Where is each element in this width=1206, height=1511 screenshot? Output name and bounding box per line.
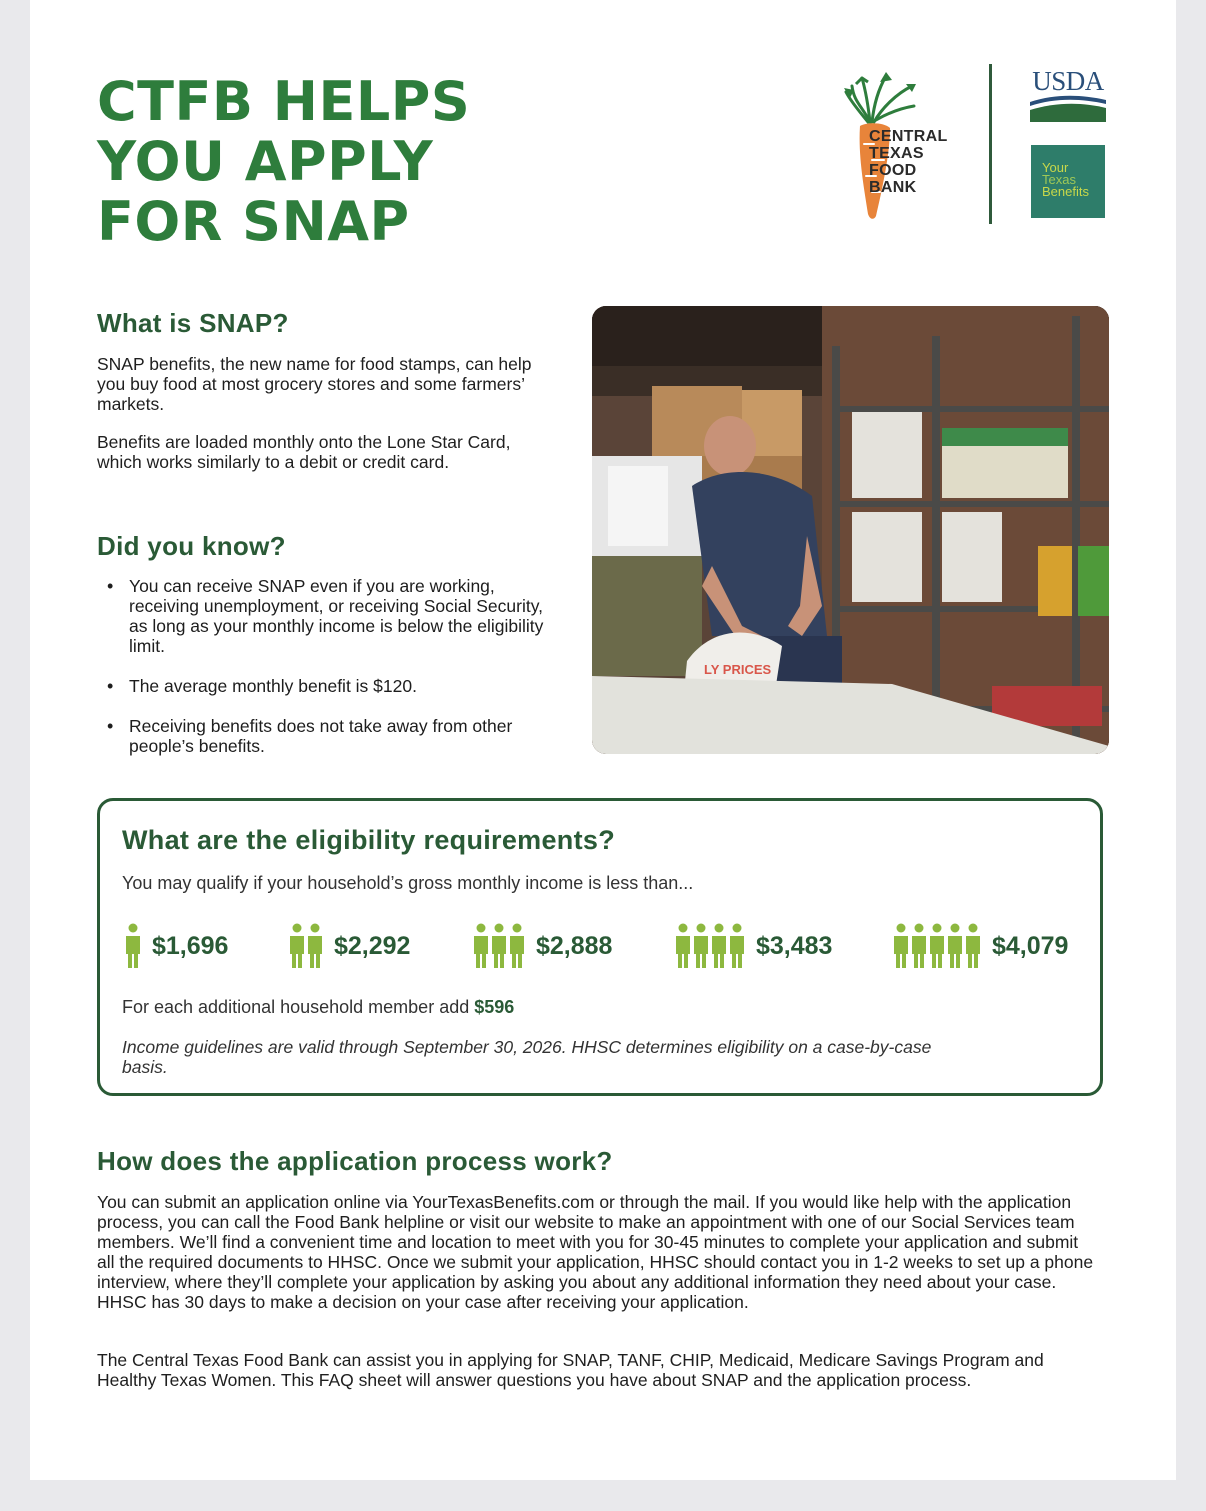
what-is-snap-heading: What is SNAP? <box>97 308 289 338</box>
svg-text:LY PRICES: LY PRICES <box>704 662 772 677</box>
your-texas-benefits-logo <box>1031 145 1105 218</box>
did-you-know-heading: Did you know? <box>97 531 286 561</box>
page-title <box>97 72 617 252</box>
ctfb-line-2: TEXAS <box>869 145 924 162</box>
food-bank-volunteer-photo <box>592 306 1109 754</box>
person-icon <box>290 923 326 969</box>
household-income-row <box>126 923 1096 971</box>
household-income-amount: $2,292 <box>334 932 411 960</box>
income-guidelines-note: Income guidelines are valid through September 30, 2026. HHSC determines eligibility on a case-by-case basis. <box>122 1037 932 1077</box>
additional-member-text <box>122 997 514 1018</box>
person-icon <box>676 923 748 969</box>
household-income-amount: $2,888 <box>536 932 613 960</box>
flyer-page <box>30 0 1176 1480</box>
additional-member-prefix: For each additional household member add <box>122 997 475 1017</box>
household-income-amount: $3,483 <box>756 932 833 960</box>
additional-member-amount: $596 <box>474 997 515 1017</box>
usda-field-icon <box>1030 92 1106 122</box>
list-item: • You can receive SNAP even if you are working, receiving unemployment, or receiving Social Security, as long as your monthly income is below the eligibility limit. <box>102 576 562 656</box>
process-paragraph-1: You can submit an application online via YourTexasBenefits.com or through the mail. If you would like help with the application process, you can call the Food Bank helpline or visit our website to make an appointment with one of our Social Services team members. We’ll find a convenient time and location to meet with you for 30-45 minutes to complete your application and submit all the required documents to HHSC. Once we submit your application, HHSC should contact you in 1-2 weeks to set up a phone interview, where they’ll complete your application by asking you about any additional information they need about your case. HHSC has 30 days to make a decision on your case after receiving your application. <box>97 1192 1094 1312</box>
ctfb-line-4: BANK <box>869 179 917 196</box>
eligibility-box <box>97 798 1103 1096</box>
title-line-2: YOU APPLY <box>97 130 434 193</box>
person-icon <box>126 923 144 969</box>
process-paragraph-2: The Central Texas Food Bank can assist you in applying for SNAP, TANF, CHIP, Medicaid, Medicare Savings Program and Healthy Texas Women. This FAQ sheet will answer questions you have about SNAP and the application process. <box>97 1350 1044 1390</box>
usda-logo-text: USDA <box>1032 66 1104 96</box>
what-is-snap-p1: SNAP benefits, the new name for food stamps, can help you buy food at most grocery stores and some farmers’ markets. <box>97 354 532 414</box>
person-icon <box>894 923 984 969</box>
ytb-line-2: Texas <box>1042 172 1076 187</box>
logo-divider <box>989 64 992 224</box>
eligibility-heading: What are the eligibility requirements? <box>122 825 615 855</box>
did-you-know-list <box>102 576 562 776</box>
household-income-amount: $4,079 <box>992 932 1069 960</box>
usda-logo <box>1030 66 1106 122</box>
ctfb-logo-text <box>869 128 948 196</box>
ytb-line-1: Your <box>1042 160 1069 175</box>
person-icon <box>474 923 528 969</box>
title-line-3: FOR SNAP <box>97 190 410 253</box>
what-is-snap-p2: Benefits are loaded monthly onto the Lone Star Card, which works similarly to a debit or credit card. <box>97 432 511 472</box>
title-line-1: CTFB HELPS <box>97 70 471 133</box>
eligibility-subtitle: You may qualify if your household’s gross monthly income is less than... <box>122 873 694 893</box>
ctfb-line-1: CENTRAL <box>869 128 948 145</box>
ytb-line-3: Benefits <box>1042 184 1089 199</box>
ctfb-line-3: FOOD <box>869 162 917 179</box>
process-heading: How does the application process work? <box>97 1146 613 1176</box>
list-item: • The average monthly benefit is $120. <box>102 676 562 696</box>
list-item: • Receiving benefits does not take away from other people’s benefits. <box>102 716 562 756</box>
household-income-amount: $1,696 <box>152 932 229 960</box>
